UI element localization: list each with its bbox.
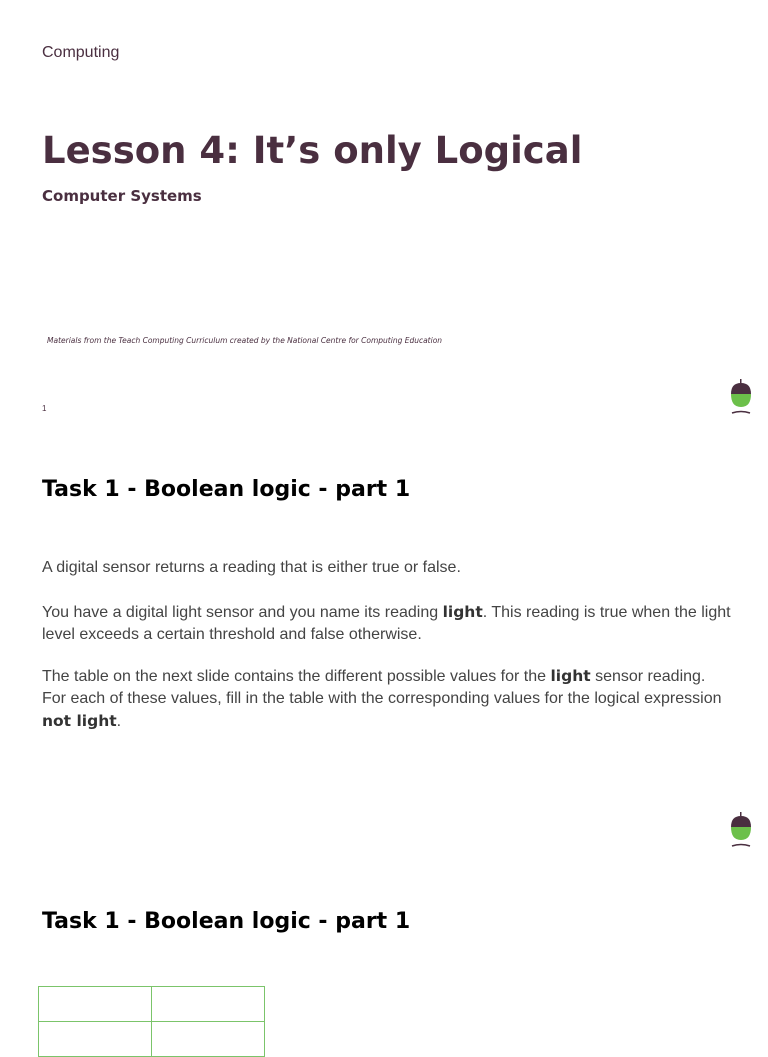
table-cell[interactable] (39, 1022, 152, 1057)
table-cell[interactable] (152, 987, 265, 1022)
light-keyword: light (550, 667, 591, 685)
table-cell[interactable] (39, 987, 152, 1022)
instructions-paragraph-text: . (116, 713, 122, 730)
sensor-paragraph-text: . This reading is true when the light level exceeds a certain threshold and false otherwise. (42, 604, 731, 643)
light-keyword: light (442, 603, 483, 621)
subject-label: Computing (42, 44, 120, 61)
table-row (39, 1022, 265, 1057)
truth-table (38, 986, 265, 1057)
curriculum-credit: Materials from the Teach Computing Curriculum created by the National Centre for Computing Education (47, 336, 443, 345)
acorn-icon (729, 810, 753, 850)
sensor-paragraph (42, 601, 732, 646)
table-row (39, 987, 265, 1022)
sensor-paragraph-text: You have a digital light sensor and you name its reading (42, 604, 443, 621)
lesson-title: Lesson 4: It’s only Logical (42, 129, 583, 172)
slide-number: 1 (42, 404, 47, 413)
instructions-paragraph-text: The table on the next slide contains the different possible values for the (42, 668, 551, 685)
task-heading: Task 1 - Boolean logic - part 1 (42, 477, 411, 502)
instructions-paragraph-text: sensor reading. For each of these values, fill in the table with the corresponding values for the logical expression (42, 668, 722, 707)
acorn-icon (729, 377, 753, 417)
table-cell[interactable] (152, 1022, 265, 1057)
intro-paragraph: A digital sensor returns a reading that is either true or false. (42, 559, 461, 576)
unit-name: Computer Systems (42, 187, 202, 205)
task-heading: Task 1 - Boolean logic - part 1 (42, 909, 411, 934)
instructions-paragraph (42, 665, 732, 733)
not-light-keyword: not light (42, 712, 117, 730)
